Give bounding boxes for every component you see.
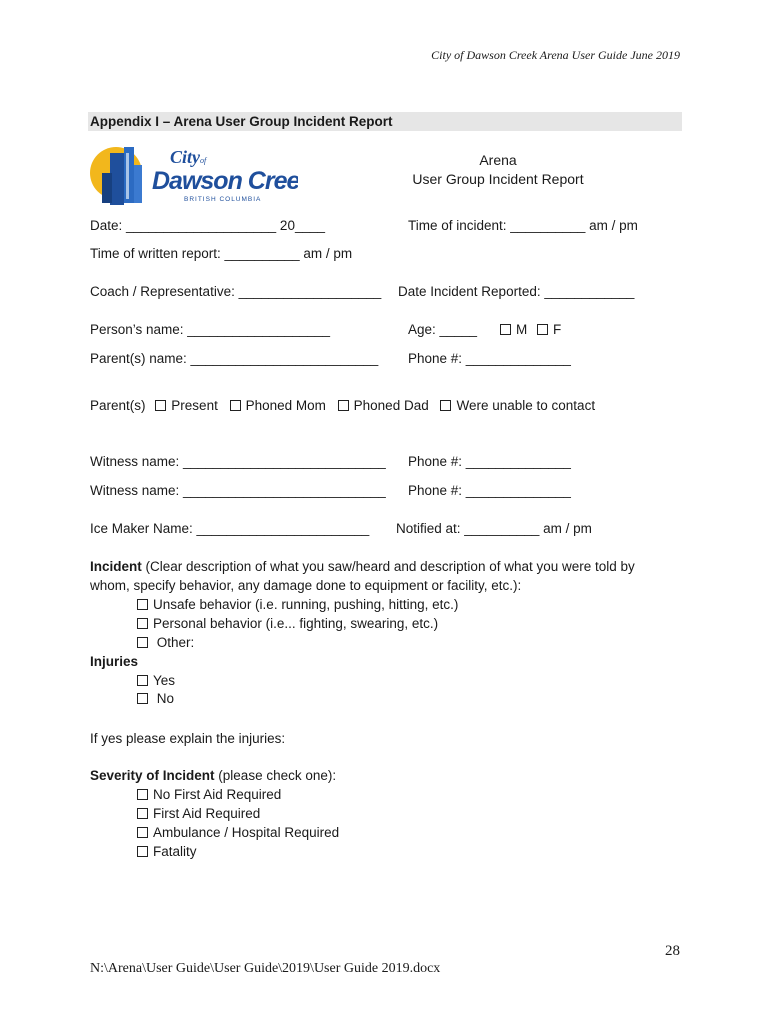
svg-text:of: of <box>200 156 207 165</box>
coach-field[interactable]: Coach / Representative: ___________________ <box>90 284 382 299</box>
checkbox-icon[interactable] <box>137 789 148 800</box>
witness-name-field-1[interactable]: Witness name: ___________________________ <box>90 454 386 469</box>
checkbox-icon[interactable] <box>440 400 451 411</box>
severity-hint: (please check one): <box>214 768 337 783</box>
parents-option-phoned-mom[interactable]: Phoned Mom <box>230 398 326 413</box>
injuries-explain-label: If yes please explain the injuries: <box>90 731 286 746</box>
incident-option-unsafe[interactable]: Unsafe behavior (i.e. running, pushing, hitting, etc.) <box>137 597 458 613</box>
city-logo <box>88 143 298 207</box>
footer-file-path: N:\Arena\User Guide\User Guide\2019\User Guide 2019.docx <box>90 961 441 976</box>
city-logo-graphic <box>88 143 298 207</box>
notified-at-field[interactable]: Notified at: __________ am / pm <box>396 521 592 536</box>
incident-desc-1: (Clear description of what you saw/heard and description of what you were told by <box>141 559 635 574</box>
ice-maker-field[interactable]: Ice Maker Name: _______________________ <box>90 521 370 536</box>
severity-label: Severity of Incident <box>90 768 215 783</box>
checkbox-icon[interactable] <box>137 846 148 857</box>
time-written-report-field[interactable]: Time of written report: __________ am / pm <box>90 246 353 261</box>
parents-option-unable[interactable]: Were unable to contact <box>440 398 595 413</box>
gender-f-option[interactable] <box>537 322 561 338</box>
gender-m-option[interactable] <box>500 322 527 338</box>
svg-text:BRITISH COLUMBIA: BRITISH COLUMBIA <box>184 196 262 203</box>
appendix-title-bar <box>88 112 682 131</box>
parent-name-field[interactable]: Parent(s) name: _________________________ <box>90 351 379 366</box>
injuries-option-no[interactable]: No <box>137 691 174 707</box>
date-field[interactable]: Date: ____________________ 20____ <box>90 218 325 233</box>
incident-description-line2: whom, specify behavior, any damage done to equipment or facility, etc.): <box>90 578 522 593</box>
gender-m-label: M <box>516 322 528 337</box>
gender-f-label: F <box>553 322 562 337</box>
severity-option-first-aid[interactable]: First Aid Required <box>137 806 260 822</box>
checkbox-icon[interactable] <box>500 324 511 335</box>
time-of-incident-field[interactable]: Time of incident: __________ am / pm <box>408 218 638 233</box>
severity-option-fatality[interactable]: Fatality <box>137 844 197 860</box>
page-number: 28 <box>665 943 680 959</box>
checkbox-icon[interactable] <box>137 675 148 686</box>
parents-row <box>90 398 595 414</box>
checkbox-icon[interactable] <box>230 400 241 411</box>
form-title-line1: Arena <box>479 152 517 168</box>
parents-option-present[interactable]: Present <box>155 398 218 413</box>
form-title-line2: User Group Incident Report <box>412 171 584 187</box>
checkbox-icon[interactable] <box>137 693 148 704</box>
phone-field[interactable]: Phone #: ______________ <box>408 351 571 366</box>
checkbox-icon[interactable] <box>537 324 548 335</box>
severity-option-no-first-aid[interactable]: No First Aid Required <box>137 787 281 803</box>
checkbox-icon[interactable] <box>137 618 148 629</box>
age-field[interactable]: Age: _____ <box>408 322 478 337</box>
incident-description-line1 <box>90 559 635 575</box>
witness-phone-field-1[interactable]: Phone #: ______________ <box>408 454 571 469</box>
header-note: City of Dawson Creek Arena User Guide June 2019 <box>431 48 680 62</box>
incident-label: Incident <box>90 559 142 574</box>
witness-phone-field-2[interactable]: Phone #: ______________ <box>408 483 571 498</box>
checkbox-icon[interactable] <box>137 637 148 648</box>
svg-text:City: City <box>170 147 200 167</box>
person-name-field[interactable]: Person’s name: ___________________ <box>90 322 330 337</box>
checkbox-icon[interactable] <box>338 400 349 411</box>
checkbox-icon[interactable] <box>155 400 166 411</box>
svg-text:Dawson Creek: Dawson Creek <box>152 167 298 195</box>
checkbox-icon[interactable] <box>137 599 148 610</box>
injuries-label: Injuries <box>90 654 139 669</box>
parents-option-phoned-dad[interactable]: Phoned Dad <box>338 398 429 413</box>
checkbox-icon[interactable] <box>137 827 148 838</box>
date-reported-field[interactable]: Date Incident Reported: ____________ <box>398 284 635 299</box>
incident-option-other[interactable]: Other: <box>137 635 194 651</box>
parents-label: Parent(s) <box>90 398 146 413</box>
injuries-option-yes[interactable]: Yes <box>137 673 175 689</box>
incident-option-personal[interactable]: Personal behavior (i.e... fighting, swearing, etc.) <box>137 616 438 632</box>
appendix-title: Appendix I – Arena User Group Incident Report <box>90 114 393 129</box>
severity-option-ambulance[interactable]: Ambulance / Hospital Required <box>137 825 339 841</box>
witness-name-field-2[interactable]: Witness name: ___________________________ <box>90 483 386 498</box>
severity-heading <box>90 768 336 784</box>
checkbox-icon[interactable] <box>137 808 148 819</box>
